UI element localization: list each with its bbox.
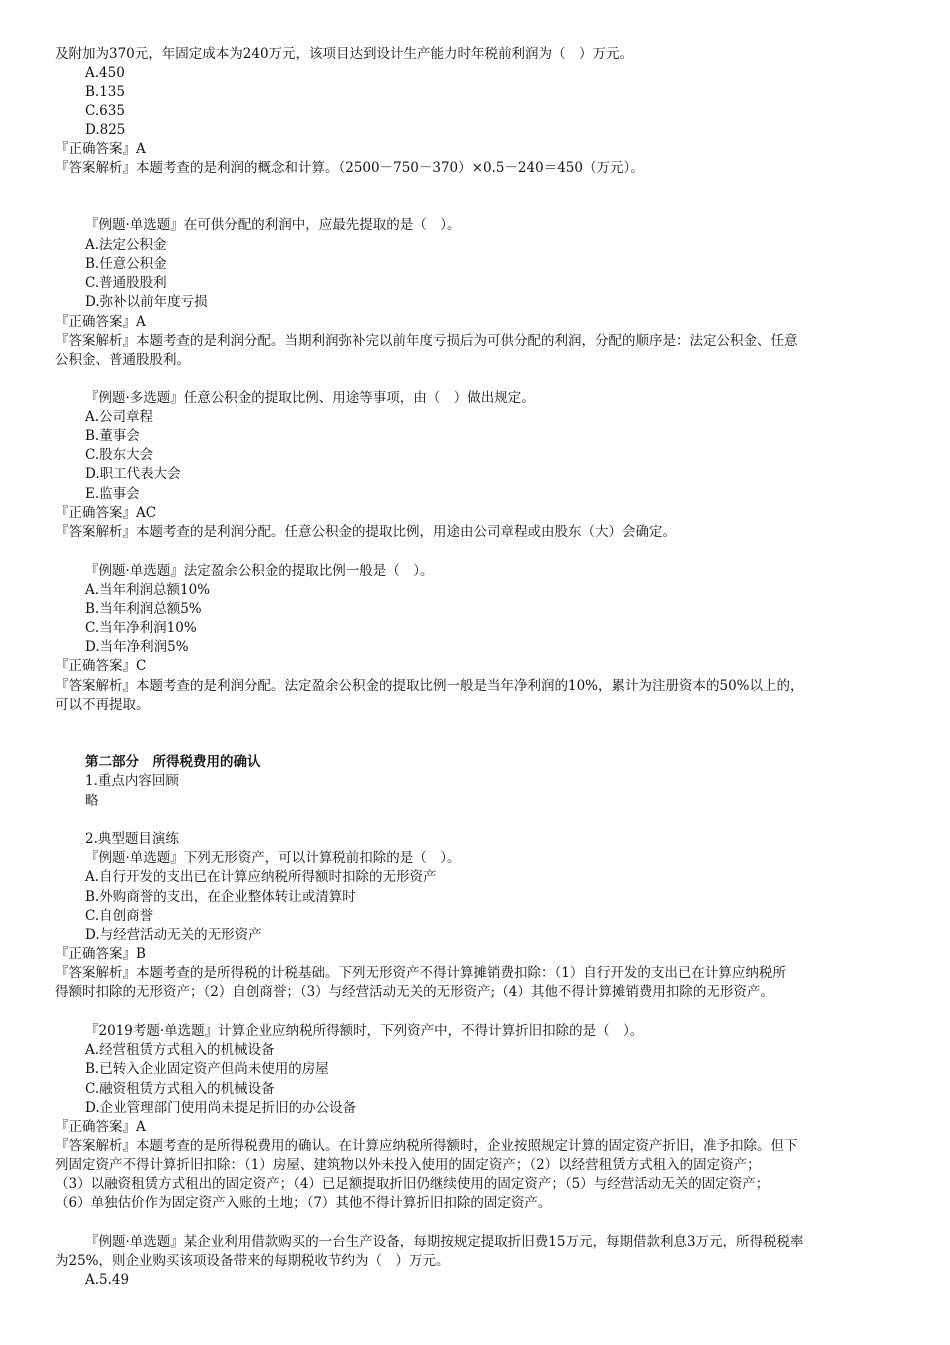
q2-option-d: D.弥补以前年度亏损 [85, 294, 208, 310]
q4-stem: 『例题·单选题』法定盈余公积金的提取比例一般是（ ）。 [85, 563, 434, 579]
q6-analysis-line-2: 列固定资产不得计算折旧扣除：（1）房屋、建筑物以外未投入使用的固定资产；（2）以经营租赁方式租入的固定资产； [55, 1157, 761, 1173]
q3-option-c: C.股东大会 [85, 447, 154, 463]
q5-option-c: C.自创商誉 [85, 908, 154, 924]
q6-option-c: C.融资租赁方式租入的机械设备 [85, 1081, 275, 1097]
q1-option-c: C.635 [85, 103, 125, 119]
q6-option-d: D.企业管理部门使用尚未提足折旧的办公设备 [85, 1100, 357, 1116]
section-2-review-body: 略 [85, 793, 99, 809]
q6-analysis-line-4: （6）单独估价作为固定资产入账的土地；（7）其他不得计算折旧扣除的固定资产。 [55, 1195, 552, 1211]
q6-analysis-line-3: （3）以融资租赁方式租出的固定资产；（4）已足额提取折旧仍继续使用的固定资产；（5）与经营活动无关的固定资产； [55, 1176, 770, 1192]
q5-analysis-line-1: 『答案解析』本题考查的是所得税的计税基础。下列无形资产不得计算摊销费扣除：（1）自行开发的支出已在计算应纳税所 [55, 965, 786, 981]
q1-option-a: A.450 [85, 65, 125, 81]
q2-stem: 『例题·单选题』在可供分配的利润中，应最先提取的是（ ）。 [85, 217, 461, 233]
q2-analysis-line-2: 公积金、普通股股利。 [55, 352, 190, 368]
q5-option-a: A.自行开发的支出已在计算应纳税所得额时扣除的无形资产 [85, 869, 437, 885]
q5-answer: 『正确答案』B [55, 946, 146, 962]
q1-answer: 『正确答案』A [55, 141, 146, 157]
section-2-practice-heading: 2.典型题目演练 [85, 831, 179, 847]
q2-option-c: C.普通股股利 [85, 275, 167, 291]
q4-answer: 『正确答案』C [55, 658, 147, 674]
q5-stem: 『例题·单选题』下列无形资产，可以计算税前扣除的是（ ）。 [85, 850, 461, 866]
q5-option-b: B.外购商誉的支出，在企业整体转让或清算时 [85, 889, 356, 905]
q6-option-b: B.已转入企业固定资产但尚未使用的房屋 [85, 1061, 329, 1077]
q1-option-b: B.135 [85, 84, 125, 100]
q4-option-b: B.当年利润总额5% [85, 601, 202, 617]
q2-answer: 『正确答案』A [55, 314, 146, 330]
q3-analysis: 『答案解析』本题考查的是利润分配。任意公积金的提取比例，用途由公司章程或由股东（大）会确定。 [55, 524, 676, 540]
q7-option-a: A.5.49 [85, 1272, 130, 1288]
q1-option-d: D.825 [85, 122, 126, 138]
q6-analysis-line-1: 『答案解析』本题考查的是所得税费用的确认。在计算应纳税所得额时，企业按照规定计算的固定资产折旧，准予扣除。但下 [55, 1138, 798, 1154]
q4-analysis-line-2: 可以不再提取。 [55, 697, 150, 713]
q5-analysis-line-2: 得额时扣除的无形资产；（2）自创商誉；（3）与经营活动无关的无形资产;（4）其他不得计算摊销费用扣除的无形资产。 [55, 984, 774, 1000]
q1-stem-tail: 及附加为370元，年固定成本为240万元，该项目达到设计生产能力时年税前利润为（ ）万元。 [55, 46, 634, 62]
q4-option-d: D.当年净利润5% [85, 639, 189, 655]
q4-option-c: C.当年净利润10% [85, 620, 197, 636]
q4-analysis-line-1: 『答案解析』本题考查的是利润分配。法定盈余公积金的提取比例一般是当年净利润的10%，累计为注册资本的50%以上的， [55, 678, 804, 694]
q2-analysis-line-1: 『答案解析』本题考查的是利润分配。当期利润弥补完以前年度亏损后为可供分配的利润，分配的顺序是：法定公积金、任意 [55, 333, 798, 349]
q2-option-b: B.任意公积金 [85, 256, 167, 272]
q1-analysis: 『答案解析』本题考查的是利润的概念和计算。（2500－750－370）×0.5－240＝450（万元）。 [55, 160, 644, 176]
q7-stem-line-1: 『例题·单选题』某企业利用借款购买的一台生产设备，每期按规定提取折旧费15万元，每期借款利息3万元，所得税税率 [85, 1234, 804, 1250]
q3-stem: 『例题·多选题』任意公积金的提取比例、用途等事项，由（ ）做出规定。 [85, 390, 535, 406]
q3-option-b: B.董事会 [85, 428, 140, 444]
q2-option-a: A.法定公积金 [85, 237, 167, 253]
q3-answer: 『正确答案』AC [55, 505, 157, 521]
q3-option-e: E.监事会 [85, 486, 140, 502]
q3-option-a: A.公司章程 [85, 409, 154, 425]
q7-stem-line-2: 为25%，则企业购买该项设备带来的每期税收节约为（ ）万元。 [55, 1253, 450, 1269]
q6-stem: 『2019考题·单选题』计算企业应纳税所得额时，下列资产中，不得计算折旧扣除的是（ ）。 [85, 1023, 644, 1039]
q4-option-a: A.当年利润总额10% [85, 582, 211, 598]
q6-option-a: A.经营租赁方式租入的机械设备 [85, 1042, 275, 1058]
q6-answer: 『正确答案』A [55, 1119, 146, 1135]
q3-option-d: D.职工代表大会 [85, 466, 181, 482]
section-2-review-heading: 1.重点内容回顾 [85, 773, 179, 789]
section-2-title: 第二部分 所得税费用的确认 [85, 754, 261, 770]
q5-option-d: D.与经营活动无关的无形资产 [85, 927, 262, 943]
